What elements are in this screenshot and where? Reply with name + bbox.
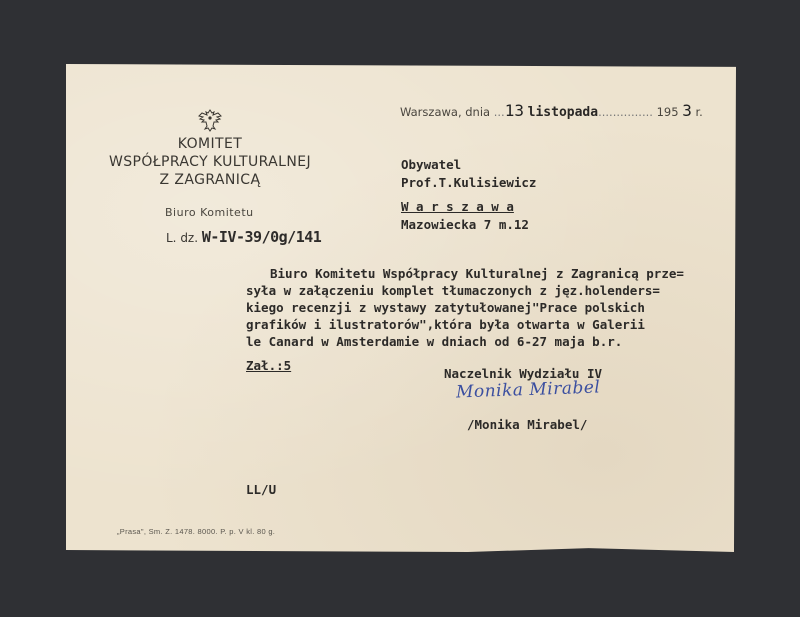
body-line-3: kiego recenzji z wystawy zatytułowanej"Prace polskich (246, 300, 645, 315)
attachment-note: Zał.:5 (246, 358, 292, 373)
date-year-suffix: 3 (682, 101, 692, 120)
recipient-name: Prof.T.Kulisiewicz (401, 175, 537, 190)
typist-initials: LL/U (246, 482, 277, 497)
office-label: Biuro Komitetu (165, 206, 254, 219)
reference-prefix: L. dz. (166, 231, 199, 245)
reference-typed: W-IV-39/0 (201, 228, 279, 246)
reference-handwritten: g/141 (278, 228, 322, 246)
reference-number (166, 228, 321, 246)
recipient-street: Mazowiecka 7 m.12 (401, 217, 529, 232)
date-place: Warszawa, dnia (400, 105, 491, 119)
recipient-city: W a r s z a w a (401, 199, 514, 214)
printer-note: „Prasa", Sm. Z. 1478. 8000. P. p. V kl. 80 g. (117, 527, 276, 536)
date-line: Warszawa, dnia ...13 listopada............... 195 3 r. (400, 101, 703, 120)
handwritten-signature: Monika Mirabel (455, 377, 601, 403)
body-line-5: le Canard w Amsterdamie w dniach od 6-27 maja b.r. (246, 334, 623, 349)
body-line-4: grafików i ilustratorów",która była otwarta w Galerii (246, 317, 645, 332)
signer-typed-name: /Monika Mirabel/ (467, 417, 588, 432)
letterhead-line-2: WSPÓŁPRACY KULTURALNEJ (108, 154, 312, 170)
date-day: 13 (504, 101, 524, 120)
date-year-prefix: 195 (656, 105, 679, 119)
date-abbr: r. (695, 105, 703, 119)
body-line-2: syła w załączeniu komplet tłumaczonych z jęz.holenders= (246, 283, 660, 298)
letterhead-line-3: Z ZAGRANICĄ (159, 172, 261, 188)
polish-eagle-emblem (197, 108, 223, 132)
body-line-1: Biuro Komitetu Współpracy Kulturalnej z Zagranicą prze= (270, 266, 684, 281)
date-month: listopada (527, 105, 599, 120)
recipient-title: Obywatel (401, 157, 462, 172)
letter-body (246, 265, 684, 350)
signer-position: Naczelnik Wydziału IV (444, 366, 603, 381)
recipient-address (401, 156, 536, 234)
letterhead-line-1: KOMITET (177, 136, 243, 152)
committee-letterhead (100, 135, 320, 189)
